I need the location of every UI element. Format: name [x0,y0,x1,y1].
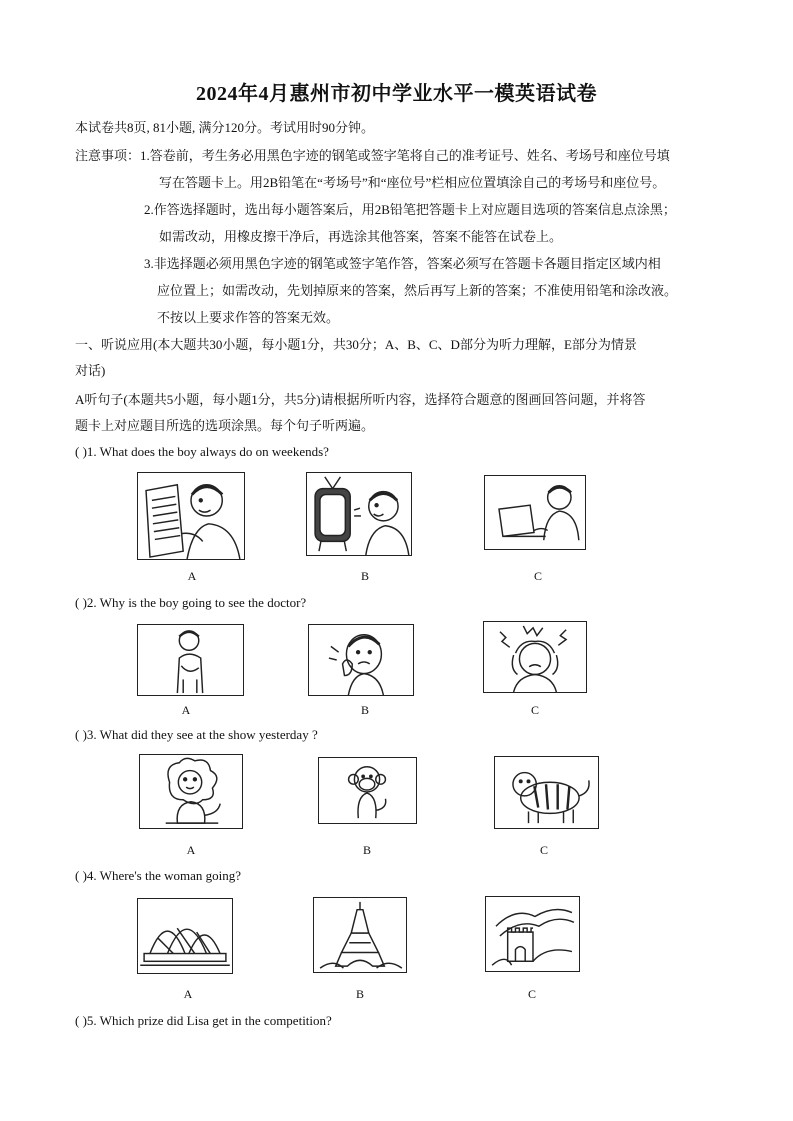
q1-option-a-image [137,472,245,560]
q1-option-b-image [306,472,412,556]
q2-option-a-image [137,624,244,696]
question-3: ( )3. What did they see at the show yesterday ? [75,727,318,742]
exam-intro: 本试卷共8页, 81小题, 满分120分。考试用时90分钟。 [75,120,375,135]
part-a-instructions-cont: 题卡上对应题目所选的选项涂黑。每个句子听两遍。 [75,418,375,433]
q4-label-a: A [183,987,193,1001]
q4-option-c-image [485,896,580,972]
question-4: ( )4. Where's the woman going? [75,868,241,883]
q3-option-b-image [318,757,417,824]
question-5: ( )5. Which prize did Lisa get in the competition? [75,1013,332,1028]
monkey-icon [319,758,416,823]
part-a-instructions: A听句子(本题共5小题，每小题1分，共5分)请根据所听内容，选择符合题意的图画回答问题，并将答 [75,392,646,407]
q2-option-c-image [483,621,587,693]
note-2-part-b: 如需改动，用橡皮擦干净后，再选涂其他答案，答案不能答在试卷上。 [159,229,563,244]
eiffel-tower-icon [314,898,406,972]
note-3-part-c: 不按以上要求作答的答案无效。 [157,310,340,325]
q3-option-c-image [494,756,599,829]
note-3-part-b: 应位置上；如需改动，先划掉原来的答案，然后再写上新的答案；不准使用铅笔和涂改液。 [157,283,678,298]
note-2-part-a: 2.作答选择题时，选出每小题答案后，用2B铅笔把答题卡上对应题目选项的答案信息点涂黑； [144,202,676,217]
q2-label-c: C [530,703,539,717]
note-1-part-b: 写在答题卡上。用2B铅笔在“考场号”和“座位号”栏相应位置填涂自己的考场号和座位号。 [159,175,666,190]
q3-label-a: A [186,843,196,857]
q4-label-c: C [527,987,536,1001]
boy-using-laptop-icon [485,476,585,549]
q3-label-b: B [362,843,371,857]
q4-option-b-image [313,897,407,973]
page-title: 2024年4月惠州市初中学业水平一模英语试卷 [196,83,597,105]
headache-icon [484,622,586,692]
tiger-icon [495,757,598,828]
toothache-icon [309,625,413,695]
boy-reading-newspaper-icon [138,473,244,559]
sydney-opera-house-icon [138,899,232,973]
stomachache-icon [138,625,243,695]
q1-label-a: A [187,569,197,583]
section-1-heading: 一、听说应用(本大题共30小题，每小题1分，共30分；A、B、C、D部分为听力理解，E部分为情景 [75,337,637,352]
q2-label-b: B [360,703,369,717]
question-2: ( )2. Why is the boy going to see the doctor? [75,595,307,610]
q3-option-a-image [139,754,243,829]
note-3-part-a: 3.非选择题必须用黑色字迹的钢笔或签字笔作答，答案必须写在答题卡各题目指定区域内相 [144,256,661,271]
section-1-heading-cont: 对话) [75,363,106,378]
q2-option-b-image [308,624,414,696]
q1-label-c: C [533,569,542,583]
q4-label-b: B [355,987,364,1001]
q3-label-c: C [539,843,548,857]
q1-label-b: B [360,569,369,583]
lion-icon [140,755,242,828]
q1-option-c-image [484,475,586,550]
notes-heading: 注意事项： [75,148,141,163]
q2-label-a: A [181,703,191,717]
notes-line-1 [75,147,670,165]
great-wall-icon [486,897,579,971]
boy-watching-tv-icon [307,473,411,555]
q4-option-a-image [137,898,233,974]
question-1: ( )1. What does the boy always do on weekends? [75,444,329,459]
note-1-part-a: 1.答卷前，考生务必用黑色字迹的钢笔或签字笔将自己的准考证号、姓名、考场号和座位号填 [140,148,670,163]
